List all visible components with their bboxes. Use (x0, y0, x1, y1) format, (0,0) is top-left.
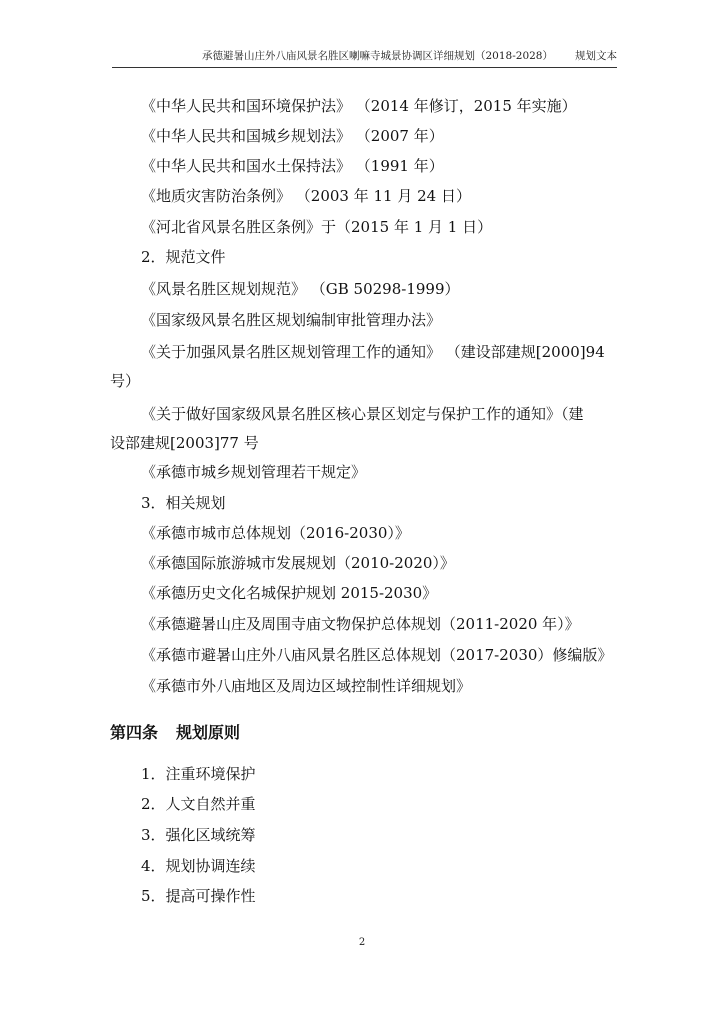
standard-item: 《风景名胜区规划规范》 （GB 50298-1999） (141, 280, 460, 298)
law-item: 《中华人民共和国环境保护法》 （2014 年修订，2015 年实施） (141, 97, 577, 115)
principle-item: 1．注重环境保护 (141, 765, 256, 783)
plan-item: 《承德市城市总体规划（2016-2030）》 (141, 524, 410, 542)
plan-item: 《承德国际旅游城市发展规划（2010-2020）》 (141, 554, 455, 572)
section-number: 第四条 (110, 723, 159, 742)
standard-item: 《关于做好国家级风景名胜区核心景区划定与保护工作的通知》（建 (141, 405, 584, 423)
section-title: 规划原则 (176, 723, 241, 742)
page-header (112, 48, 617, 68)
header-doc-type: 规划文本 (575, 50, 617, 62)
header-title: 承德避暑山庄外八庙风景名胜区喇嘛寺城景协调区详细规划（2018-2028） (202, 50, 553, 62)
subsection-label: 2．规范文件 (141, 248, 226, 266)
page-number: 2 (358, 937, 366, 948)
principle-item: 2．人文自然并重 (141, 795, 256, 813)
principle-item: 3．强化区域统筹 (141, 826, 256, 844)
subsection-label: 3．相关规划 (141, 494, 226, 512)
standard-item: 《国家级风景名胜区规划编制审批管理办法》 (141, 311, 442, 329)
plan-item: 《承德避暑山庄及周围寺庙文物保护总体规划（2011-2020 年）》 (141, 615, 580, 633)
law-item: 《地质灾害防治条例》 （2003 年 11 月 24 日） (141, 187, 471, 205)
header-rule (112, 67, 617, 68)
plan-item: 《承德市避暑山庄外八庙风景名胜区总体规划（2017-2030）修编版》 (141, 646, 613, 664)
standard-item-continued: 号） (110, 372, 141, 390)
plan-item: 《承德历史文化名城保护规划 2015-2030》 (141, 584, 438, 602)
standard-item: 《关于加强风景名胜区规划管理工作的通知》 （建设部建规[2000]94 (141, 343, 605, 361)
principle-item: 5．提高可操作性 (141, 887, 256, 905)
law-item: 《中华人民共和国城乡规划法》 （2007 年） (141, 127, 444, 145)
law-item: 《中华人民共和国水土保持法》 （1991 年） (141, 157, 444, 175)
section-heading (110, 720, 240, 743)
plan-item: 《承德市外八庙地区及周边区域控制性详细规划》 (141, 677, 472, 695)
standard-item: 《承德市城乡规划管理若干规定》 (141, 463, 367, 481)
principle-item: 4．规划协调连续 (141, 857, 256, 875)
standard-item-continued: 设部建规[2003]77 号 (110, 434, 259, 452)
law-item: 《河北省风景名胜区条例》于（2015 年 1 月 1 日） (141, 218, 493, 236)
